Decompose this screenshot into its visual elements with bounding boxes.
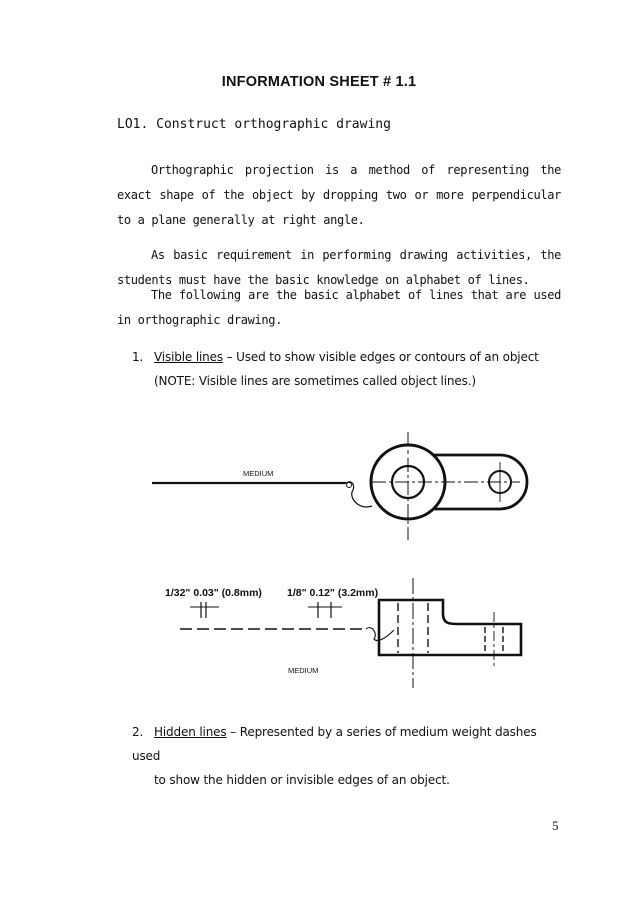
- list-item-number: 2.: [132, 725, 144, 739]
- list-item-term: Visible lines: [154, 350, 223, 364]
- visible-weight-label: MEDIUM: [243, 469, 274, 478]
- hidden-weight-label: MEDIUM: [288, 666, 319, 675]
- lo-heading: LO1. Construct orthographic drawing: [117, 117, 391, 132]
- list-item-text: – Used to show visible edges or contours of an object: [222, 350, 539, 364]
- sheet-title: INFORMATION SHEET # 1.1: [221, 74, 417, 90]
- paragraph-text: The following are the basic alphabet of lines that are used in orthographic drawing.: [117, 288, 561, 327]
- list-item-note: (NOTE: Visible lines are sometimes called object lines.): [154, 374, 476, 388]
- paragraph-text: Orthographic projection is a method of representing the exact shape of the object by dropping two or more perpendicular to a plane generally at right angle.: [117, 163, 561, 227]
- dash-length-label: 1/8" 0.12" (3.2mm): [287, 587, 379, 599]
- list-item-hidden-lines: [132, 720, 562, 792]
- object-front-view: [379, 600, 521, 655]
- list-item-term: Hidden lines: [154, 725, 227, 739]
- list-item-note: to show the hidden or invisible edges of an object.: [154, 773, 450, 787]
- dash-gap-label: 1/32" 0.03" (0.8mm): [165, 587, 262, 599]
- page-number: 5: [552, 818, 559, 833]
- list-item-text: – Represented by a series of medium weight dashes used: [132, 725, 537, 763]
- list-item-number: 1.: [132, 350, 144, 364]
- paragraph-text: As basic requirement in performing drawing activities, the students must have the basic knowledge on alphabet of lines.: [117, 248, 561, 287]
